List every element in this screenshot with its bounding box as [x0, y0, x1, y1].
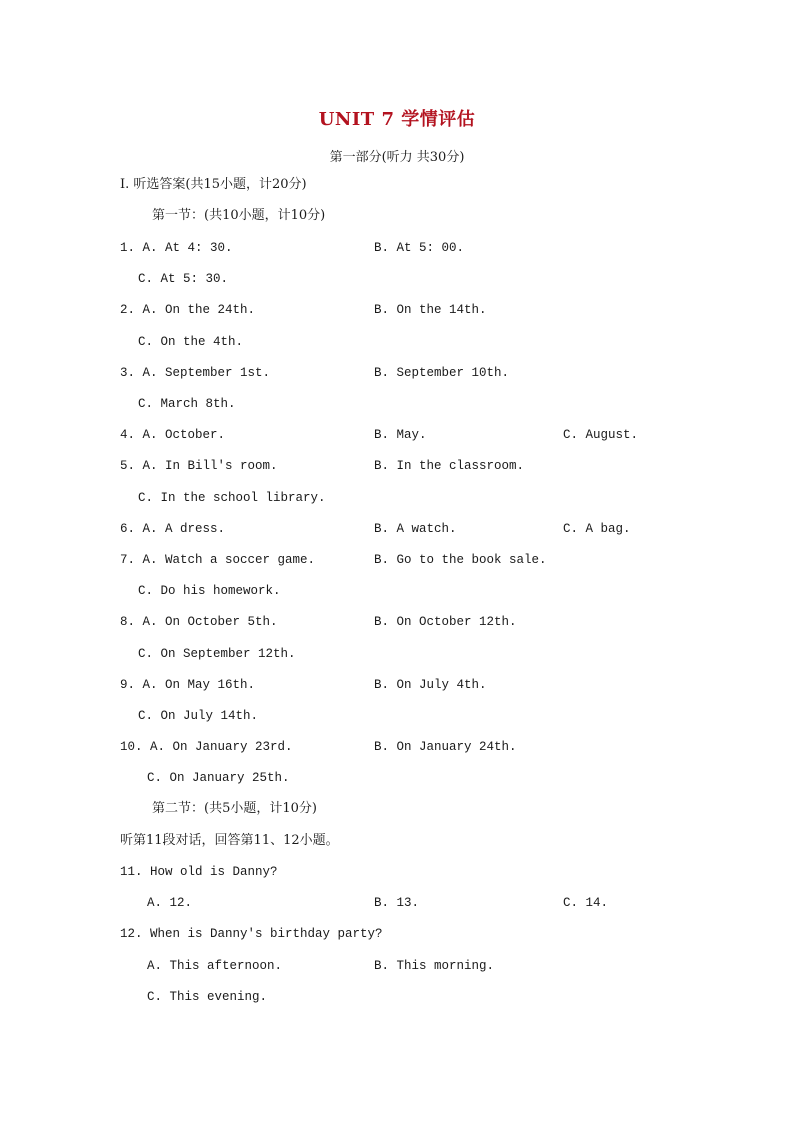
q2-option-b: B. On the 14th.: [374, 303, 487, 317]
q10-option-c: C. On January 25th.: [147, 771, 290, 785]
q10-option-a: 10. A. On January 23rd.: [120, 740, 293, 754]
part-2-heading: 第二节：(共5小题，计10分): [152, 801, 317, 816]
q2-option-a: 2. A. On the 24th.: [120, 303, 256, 317]
q12-option-b: B. This morning.: [374, 959, 495, 973]
q7-option-b: B. Go to the book sale.: [374, 553, 547, 567]
q6-option-b: B. A watch.: [374, 522, 457, 536]
section-heading-listening: 第一部分(听力 共30分): [329, 150, 465, 165]
q3-option-b: B. September 10th.: [374, 366, 510, 380]
q10-option-b: B. On January 24th.: [374, 740, 517, 754]
q9-option-a: 9. A. On May 16th.: [120, 678, 256, 692]
q6-option-a: 6. A. A dress.: [120, 522, 226, 536]
section-1-heading: Ⅰ. 听选答案(共15小题，计20分): [120, 177, 307, 192]
q11-stem: 11. How old is Danny?: [120, 865, 278, 879]
q1-option-b: B. At 5: 00.: [374, 241, 465, 255]
q12-option-a: A. This afternoon.: [147, 959, 283, 973]
q11-option-a: A. 12.: [147, 896, 193, 910]
page-title: UNIT 7 学情评估: [318, 109, 476, 130]
q4-option-b: B. May.: [374, 428, 427, 442]
q11-option-c: C. 14.: [563, 896, 609, 910]
q5-option-a: 5. A. In Bill's room.: [120, 459, 278, 473]
q1-option-c: C. At 5: 30.: [138, 272, 229, 286]
q8-option-a: 8. A. On October 5th.: [120, 615, 278, 629]
dialogue-instruction: 听第11段对话，回答第11、12小题。: [120, 833, 339, 848]
q4-option-c: C. August.: [563, 428, 639, 442]
part-1-heading: 第一节：(共10小题，计10分): [152, 208, 326, 223]
q3-option-a: 3. A. September 1st.: [120, 366, 271, 380]
q1-option-a: 1. A. At 4: 30.: [120, 241, 233, 255]
q5-option-b: B. In the classroom.: [374, 459, 525, 473]
q8-option-b: B. On October 12th.: [374, 615, 517, 629]
q5-option-c: C. In the school library.: [138, 491, 326, 505]
q12-option-c: C. This evening.: [147, 990, 268, 1004]
q8-option-c: C. On September 12th.: [138, 647, 296, 661]
q6-option-c: C. A bag.: [563, 522, 631, 536]
q4-option-a: 4. A. October.: [120, 428, 226, 442]
q3-option-c: C. March 8th.: [138, 397, 236, 411]
q7-option-a: 7. A. Watch a soccer game.: [120, 553, 316, 567]
q9-option-b: B. On July 4th.: [374, 678, 487, 692]
q12-stem: 12. When is Danny's birthday party?: [120, 927, 383, 941]
q9-option-c: C. On July 14th.: [138, 709, 259, 723]
q2-option-c: C. On the 4th.: [138, 335, 244, 349]
q7-option-c: C. Do his homework.: [138, 584, 281, 598]
q11-option-b: B. 13.: [374, 896, 420, 910]
